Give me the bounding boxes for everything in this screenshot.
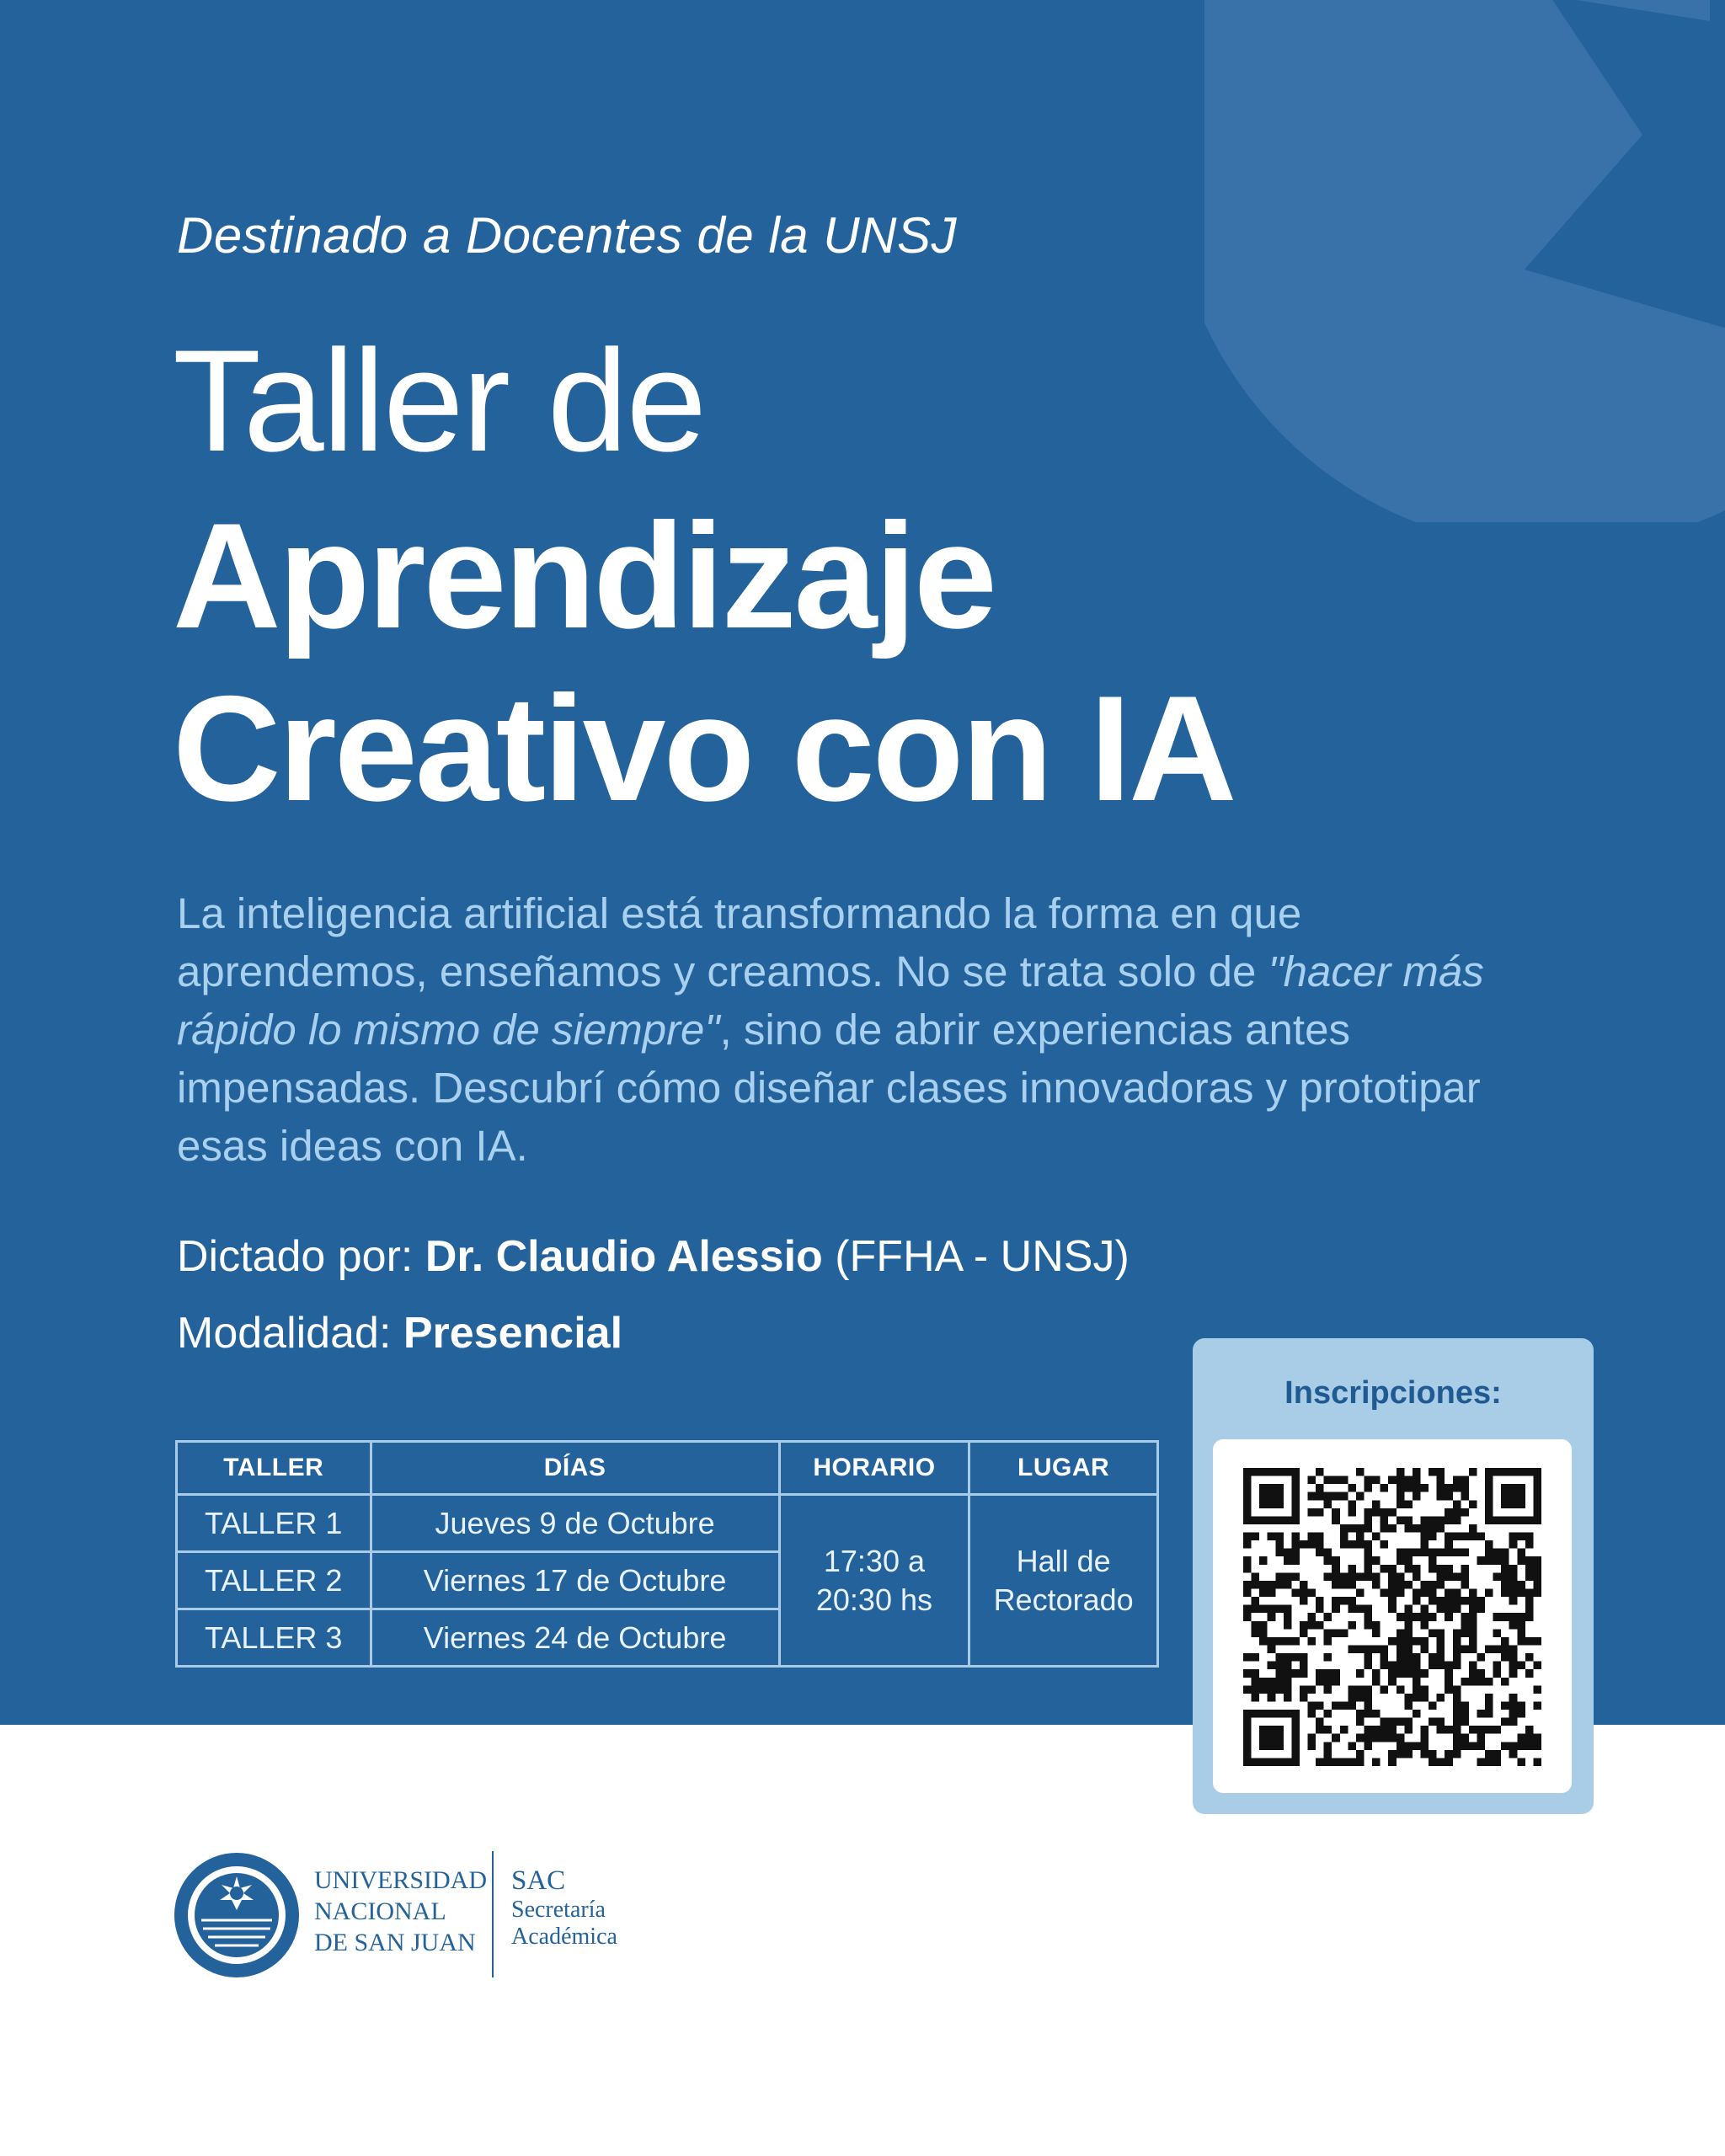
university-name [314,1865,487,1958]
workshop-description [177,884,1541,1175]
taller-cell: TALLER 1 [177,1495,371,1552]
column-header: TALLER [177,1442,371,1495]
title-line-2: Aprendizaje [173,492,995,659]
sac-name [511,1865,617,1951]
instructor-affiliation: (FFHA - UNSJ) [822,1232,1130,1281]
instructor-label: Dictado por: [177,1232,425,1281]
modality-value: Presencial [403,1309,623,1358]
lugar-line-2: Rectorado [993,1582,1134,1617]
instructor-name: Dr. Claudio Alessio [425,1232,823,1281]
horario-line-1: 17:30 a [823,1543,926,1578]
description-quote: "hacer más rápido lo mismo de siempre" [177,947,1484,1054]
modality-line [177,1308,622,1358]
lugar-line-1: Hall de [1016,1543,1111,1578]
description-text-1: La inteligencia artificial está transformando la forma en que aprendemos, enseñamos y creamos. No se trata solo de [177,889,1302,995]
qr-code-icon[interactable] [1243,1468,1541,1766]
lugar-cell [969,1495,1158,1667]
university-name-line-2: NACIONAL [314,1897,446,1925]
modality-label: Modalidad: [177,1309,403,1358]
registration-label: Inscripciones: [1284,1375,1502,1411]
registration-card [1193,1338,1594,1814]
logo-divider [492,1851,494,1977]
title-line-3: Creativo con IA [173,664,1235,832]
column-header: HORARIO [779,1442,969,1495]
schedule-table [175,1440,1159,1668]
date-cell: Viernes 17 de Octubre [371,1552,779,1609]
sac-line-1: Secretaría [511,1897,606,1923]
table-header-row [177,1442,1158,1495]
table-row [177,1495,1158,1552]
taller-cell: TALLER 2 [177,1552,371,1609]
decorative-sun-shape [1204,0,1725,522]
university-seal-icon [173,1851,301,1979]
sac-line-2: Académica [511,1924,617,1950]
horario-cell [779,1495,969,1667]
column-header: LUGAR [969,1442,1158,1495]
instructor-line [177,1231,1130,1282]
description-text-2: , sino de abrir experiencias antes impensadas. Descubrí cómo diseñar clases innovadoras y prototipar esas ideas con IA. [177,1006,1481,1170]
qr-code-container[interactable] [1213,1439,1572,1793]
title-line-1: Taller de [173,320,706,482]
sac-abbreviation: SAC [511,1865,566,1896]
workshop-title [173,320,1235,846]
date-cell: Jueves 9 de Octubre [371,1495,779,1552]
date-cell: Viernes 24 de Octubre [371,1609,779,1667]
audience-subtitle: Destinado a Docentes de la UNSJ [177,207,957,264]
taller-cell: TALLER 3 [177,1609,371,1667]
university-name-line-3: DE SAN JUAN [314,1929,476,1956]
university-name-line-1: UNIVERSIDAD [314,1866,487,1894]
column-header: DÍAS [371,1442,779,1495]
horario-line-2: 20:30 hs [815,1582,933,1617]
